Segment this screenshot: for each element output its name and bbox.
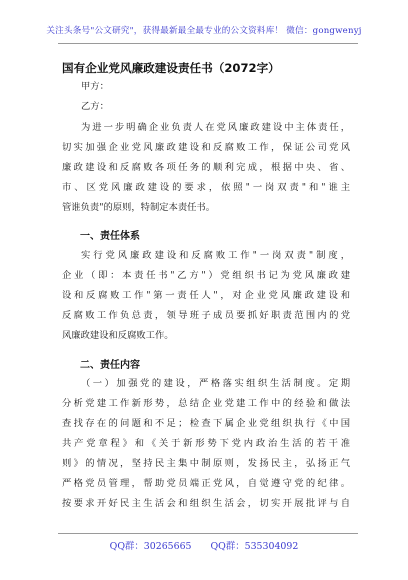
party-a-label: 甲方： bbox=[81, 81, 109, 92]
footer-qq-group-1: QQ群：30265665 bbox=[109, 541, 192, 552]
footer-contacts bbox=[0, 538, 408, 552]
section2-line: （一）加强党的建设，严格落实组织生活制度。定期 bbox=[81, 378, 350, 389]
section1-line: 设和反腐败工作"第一责任人"，对企业党风廉政建设和 bbox=[62, 290, 350, 301]
section1-line: 反腐败工作负总责，领导班子成员要抓好职责范围内的党 bbox=[62, 310, 350, 321]
section1-line: 企业（即：本责任书"乙方"）党组织书记为党风廉政建 bbox=[62, 270, 350, 281]
section2-line: 分析党建工作新形势，总结企业党建工作中的经验和做法 bbox=[62, 398, 350, 409]
party-b-label: 乙方： bbox=[81, 101, 109, 112]
header-promo-text: 关注头条号"公文研究"，获得最新最全最专业的公文资料库！ 微信：gongwenyj bbox=[46, 26, 362, 36]
section2-line: 按要求开好民主生活会和组织生活会，切实开展批评与自 bbox=[62, 498, 350, 509]
footer-qq-group-2: QQ群：535304092 bbox=[210, 541, 299, 552]
section1-line: 实行党风廉政建设和反腐败工作"一岗双责"制度， bbox=[81, 250, 350, 261]
document-title: 国有企业党风廉政建设责任书（2072字） bbox=[62, 61, 280, 75]
intro-line: 切实加强企业党风廉政建设和反腐败工作，保证公司党风 bbox=[62, 142, 350, 153]
section1-line: 风廉政建设和反腐败工作。 bbox=[62, 330, 174, 341]
section2-line: 严格党员管理，帮助党员端正党风，自觉遵守党的纪律。 bbox=[62, 478, 350, 489]
section2-line: 则》的情况，坚持民主集中制原则，发扬民主，弘扬正气 bbox=[62, 458, 350, 469]
header-divider bbox=[58, 43, 358, 44]
section-heading-responsibility-content: 二、责任内容 bbox=[80, 360, 140, 371]
intro-line: 管谁负责"的原则，特制定本责任书。 bbox=[62, 202, 216, 213]
intro-line: 市、区党风廉政建设的要求，依照"一岗双责"和"谁主 bbox=[62, 182, 350, 193]
intro-line: 为进一步明确企业负责人在党风廉政建设中主体责任， bbox=[81, 122, 350, 133]
section2-line: 查找存在的问题和不足；检查下属企业党组织执行《中国 bbox=[62, 418, 350, 429]
intro-line: 廉政建设和反腐败各项任务的顺利完成，根据中央、省、 bbox=[62, 162, 350, 173]
section-heading-responsibility-system: 一、责任体系 bbox=[80, 231, 140, 242]
section2-line: 共产党章程》和《关于新形势下党内政治生活的若干准 bbox=[62, 438, 350, 449]
footer-divider bbox=[58, 533, 358, 534]
